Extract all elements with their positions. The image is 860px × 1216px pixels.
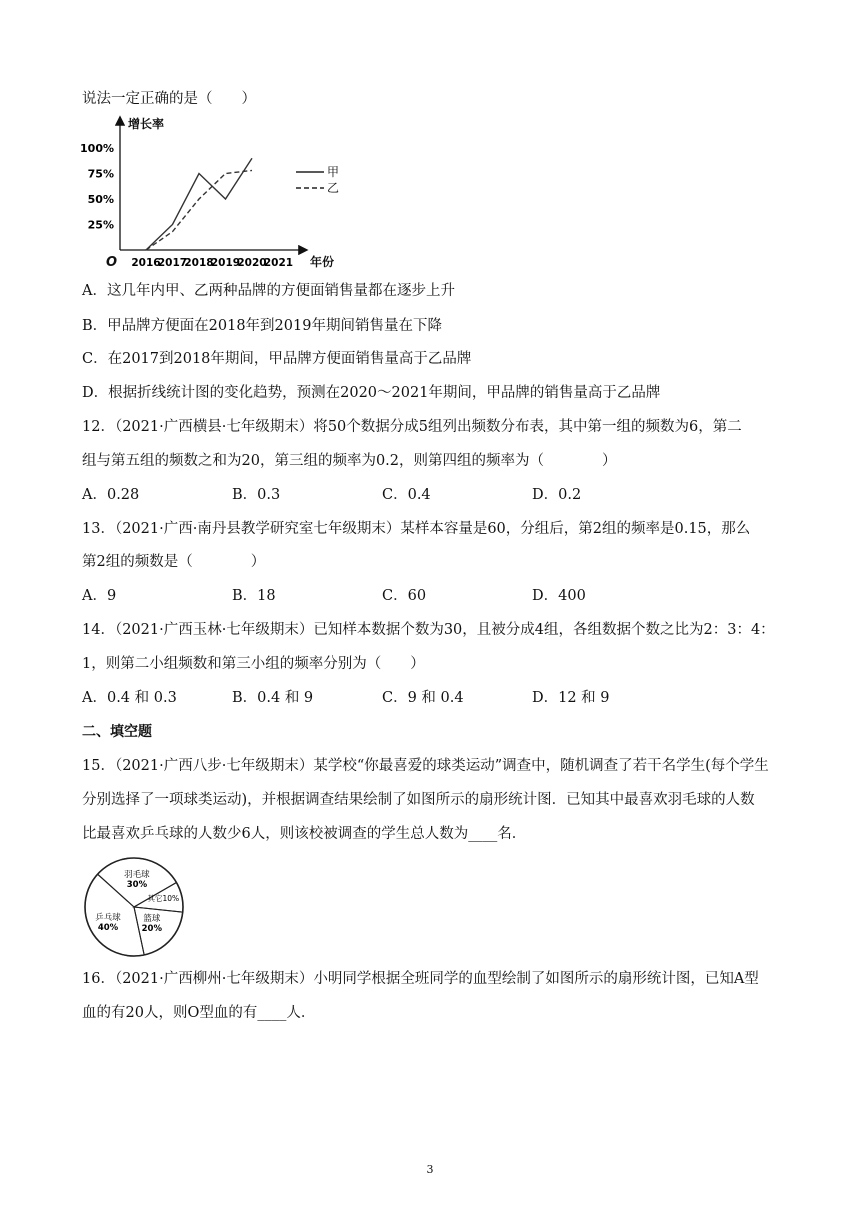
q14-option-d: D．12 和 9 — [532, 690, 610, 706]
q13-option-a: A．9 — [82, 588, 117, 604]
q15-line-2: 分别选择了一项球类运动)，并根据调查结果绘制了如图所示的扇形统计图．已知其中最喜欢羽毛球的人数 — [82, 792, 755, 808]
q12-line-2: 组与第五组的频数之和为20，第三组的频率为0.2，则第四组的频率为（ ） — [82, 453, 617, 469]
x-tick-label: 2017 — [157, 257, 188, 269]
section-heading-fill-in: 二、填空题 — [82, 724, 152, 740]
q14-line-1: 14．（2021·广西玉林·七年级期末）已知样本数据个数为30，且被分成4组，各组数据个数之比为2：3：4： — [82, 622, 775, 638]
q15-line-1: 15．（2021·广西八步·七年级期末）某学校“你最喜爱的球类运动”调查中，随机调查了若干名学生(每个学生 — [82, 758, 769, 774]
q12-option-c: C．0.4 — [382, 487, 431, 503]
pie-slice-label: 乒乓球 — [95, 913, 121, 923]
q11-stem-tail: 说法一定正确的是（ ） — [82, 91, 256, 107]
y-axis-label: 增长率 — [128, 117, 165, 131]
q14-option-c: C．9 和 0.4 — [382, 690, 464, 706]
q12-option-b: B．0.3 — [232, 487, 281, 503]
pie-slice-percent: 40% — [97, 923, 119, 933]
q14-option-b: B．0.4 和 9 — [232, 690, 314, 706]
x-tick-label: 2018 — [184, 257, 214, 269]
q15-line-3: 比最喜欢乒乓球的人数少6人，则该校被调查的学生总人数为____名． — [82, 826, 527, 842]
q11-option-d: D．根据折线统计图的变化趋势，预测在2020～2021年期间，甲品牌的销售量高于乙品牌 — [82, 385, 661, 401]
pie-slice-percent: 20% — [141, 924, 163, 935]
x-axis-label: 年份 — [310, 255, 335, 269]
x-tick-label: 2020 — [237, 257, 267, 269]
y-tick-label: 25% — [87, 218, 114, 232]
q14-line-2: 1，则第二小组频数和第三小组的频率分别为（ ） — [82, 656, 425, 672]
q14-option-a: A．0.4 和 0.3 — [82, 690, 177, 706]
x-tick-label: 2021 — [263, 257, 294, 269]
q13-option-b: B．18 — [232, 588, 276, 604]
q16-line-1: 16．（2021·广西柳州·七年级期末）小明同学根据全班同学的血型绘制了如图所示的扇形统计图，已知A型 — [82, 971, 759, 987]
q13-line-1: 13．（2021·广西·南丹县教学研究室七年级期末）某样本容量是60，分组后，第2组的频率是0.15，那么 — [82, 521, 751, 537]
pie-slice-label: 其它10% — [147, 893, 180, 903]
x-tick-labels — [131, 257, 293, 269]
q11-option-b: B．甲品牌方便面在2018年到2019年期间销售量在下降 — [82, 318, 442, 334]
y-tick-label: 75% — [87, 167, 114, 181]
growth-rate-line-chart — [78, 114, 348, 272]
y-tick-label: 100% — [80, 142, 114, 155]
q11-option-c: C．在2017到2018年期间，甲品牌方便面销售量高于乙品牌 — [82, 351, 472, 367]
q13-line-2: 第2组的频数是（ ） — [82, 554, 266, 570]
pie-slices — [85, 858, 183, 956]
x-tick-label: 2016 — [131, 257, 161, 269]
q13-option-d: D．400 — [532, 588, 586, 604]
series-lines — [146, 158, 252, 250]
q11-option-a: A．这几年内甲、乙两种品牌的方便面销售量都在逐步上升 — [82, 283, 455, 299]
pie-slice-label: 羽毛球 — [124, 870, 150, 881]
q12-option-d: D．0.2 — [532, 487, 582, 503]
origin-label: O — [106, 255, 118, 270]
pie-slice-label: 篮球 — [143, 914, 161, 925]
legend-yi-label: 乙 — [327, 181, 340, 195]
pie-slice-percent: 30% — [126, 880, 148, 891]
legend-jia-label: 甲 — [327, 165, 340, 179]
page-number: 3 — [426, 1163, 434, 1176]
x-tick-label: 2019 — [210, 257, 241, 269]
ball-sports-pie-chart — [78, 856, 190, 958]
q13-option-c: C．60 — [382, 588, 427, 604]
y-tick-label: 50% — [87, 193, 114, 206]
q16-line-2: 血的有20人，则O型血的有____人． — [82, 1005, 316, 1021]
q12-line-1: 12．（2021·广西横县·七年级期末）将50个数据分成5组列出频数分布表，其中第一组的频数为6，第二 — [82, 419, 742, 435]
q12-option-a: A．0.28 — [82, 487, 140, 503]
y-tick-labels — [80, 142, 114, 232]
